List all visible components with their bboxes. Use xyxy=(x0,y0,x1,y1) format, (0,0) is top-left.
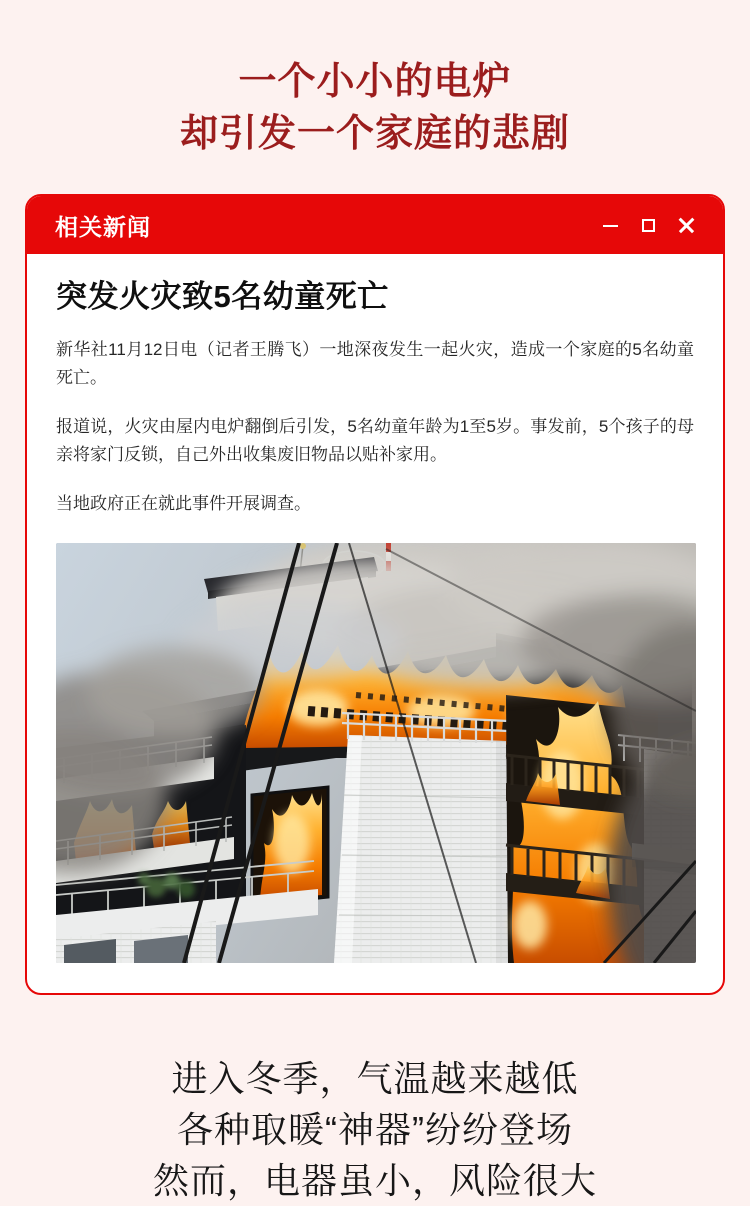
minimize-icon[interactable] xyxy=(602,217,619,234)
intro-line-2: 却引发一个家庭的悲剧 xyxy=(179,113,570,155)
close-icon[interactable] xyxy=(678,217,695,234)
article-body xyxy=(27,254,723,993)
article-headline: 突发火灾致5名幼童死亡 xyxy=(56,279,389,314)
news-window-title: 相关新闻 xyxy=(55,213,151,240)
outro-text xyxy=(0,1053,750,1206)
article-paragraph-1: 新华社11月12日电（记者王腾飞）一地深夜发生一起火灾，造成一个家庭的5名幼童死亡。 xyxy=(56,340,694,387)
window-controls xyxy=(602,217,695,234)
outro-line-2: 各种取暖“神器”纷纷登场 xyxy=(177,1109,573,1150)
fire-photo-illustration xyxy=(56,543,696,963)
fire-photo xyxy=(56,543,696,963)
news-window-titlebar xyxy=(27,196,723,254)
outro-line-1: 进入冬季，气温越来越低 xyxy=(171,1058,579,1099)
intro-line-1: 一个小小的电炉 xyxy=(238,61,512,103)
maximize-icon[interactable] xyxy=(640,217,657,234)
intro-title xyxy=(0,0,750,160)
article-paragraph-3: 当地政府正在就此事件开展调查。 xyxy=(56,494,311,513)
outro-line-3: 然而，电器虽小，风险很大 xyxy=(152,1160,597,1201)
article-paragraph-2: 报道说，火灾由屋内电炉翻倒后引发，5名幼童年龄为1至5岁。事发前，5个孩子的母亲将家门反锁，自己外出收集废旧物品以贴补家用。 xyxy=(56,417,694,464)
news-window xyxy=(25,194,725,995)
